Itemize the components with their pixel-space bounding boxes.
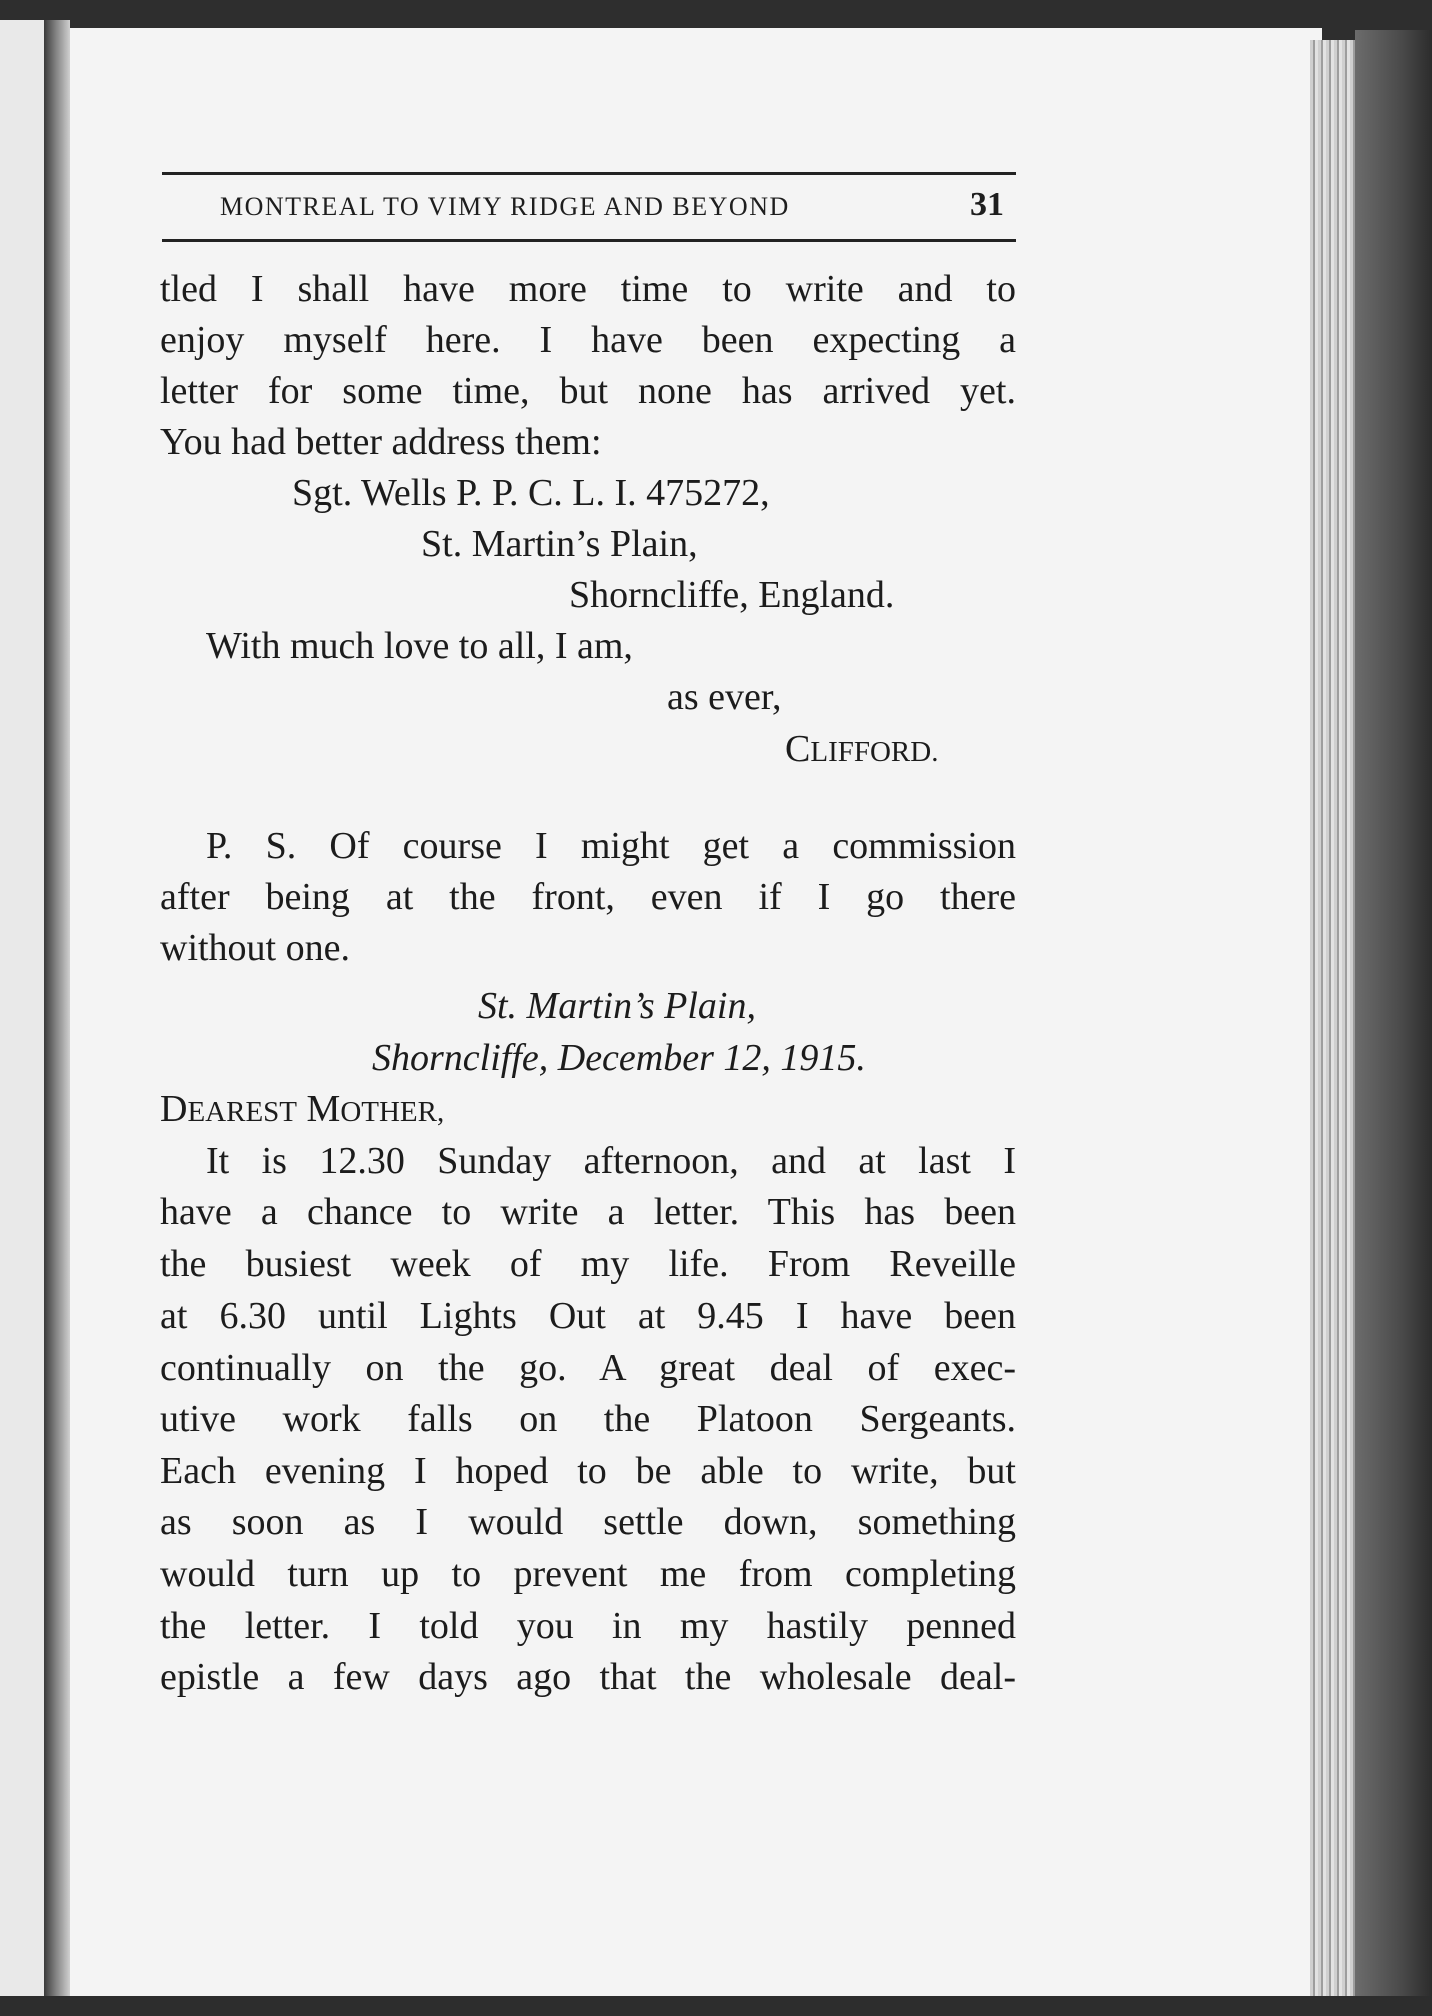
book-gutter: [44, 20, 70, 2010]
page-block-edges: [1310, 40, 1360, 2016]
header-rule-bottom: [162, 239, 1016, 242]
dateline: St. Martin’s Plain,: [478, 985, 756, 1027]
body-line: tled I shall have more time to write and to: [160, 268, 1016, 310]
body-line: enjoy myself here. I have been expecting a: [160, 319, 1016, 361]
postscript-line: without one.: [160, 927, 350, 969]
body-line: Each evening I hoped to be able to write, but: [160, 1450, 1016, 1492]
address-line: St. Martin’s Plain,: [421, 523, 698, 565]
body-line: utive work falls on the Platoon Sergeants.: [160, 1398, 1016, 1440]
signature-rest: LIFFORD.: [810, 736, 939, 768]
signature-initial: C: [785, 728, 811, 770]
page-number: 31: [970, 186, 1004, 223]
body-line: epistle a few days ago that the wholesale deal-: [160, 1656, 1016, 1698]
body-line: It is 12.30 Sunday afternoon, and at last I: [206, 1140, 1016, 1182]
salutation: DEAREST MOTHER,: [160, 1088, 445, 1130]
address-line: Shorncliffe, England.: [569, 574, 895, 616]
body-line: at 6.30 until Lights Out at 9.45 I have been: [160, 1295, 1016, 1337]
postscript-line: after being at the front, even if I go there: [160, 876, 1016, 918]
postscript-line: P. S. Of course I might get a commission: [206, 825, 1016, 867]
signature: [785, 730, 938, 768]
body-line: letter for some time, but none has arrived yet.: [160, 370, 1016, 412]
body-line: continually on the go. A great deal of exec-: [160, 1347, 1016, 1389]
valediction: as ever,: [667, 676, 782, 718]
header-rule-top: [162, 172, 1016, 175]
body-line: the letter. I told you in my hastily penned: [160, 1605, 1016, 1647]
body-line: as soon as I would settle down, something: [160, 1501, 1016, 1543]
address-line: Sgt. Wells P. P. C. L. I. 475272,: [292, 472, 770, 514]
body-line: would turn up to prevent me from completing: [160, 1553, 1016, 1595]
running-title: MONTREAL TO VIMY RIDGE AND BEYOND: [220, 192, 790, 221]
book-cover-edge: [1355, 30, 1432, 2016]
dateline: Shorncliffe, December 12, 1915.: [372, 1037, 866, 1079]
body-line: You had better address them:: [160, 421, 602, 463]
body-line: the busiest week of my life. From Reveille: [160, 1243, 1016, 1285]
book-bottom-edge: [0, 1996, 1432, 2016]
body-line: have a chance to write a letter. This has been: [160, 1191, 1016, 1233]
closing-line: With much love to all, I am,: [206, 625, 633, 667]
